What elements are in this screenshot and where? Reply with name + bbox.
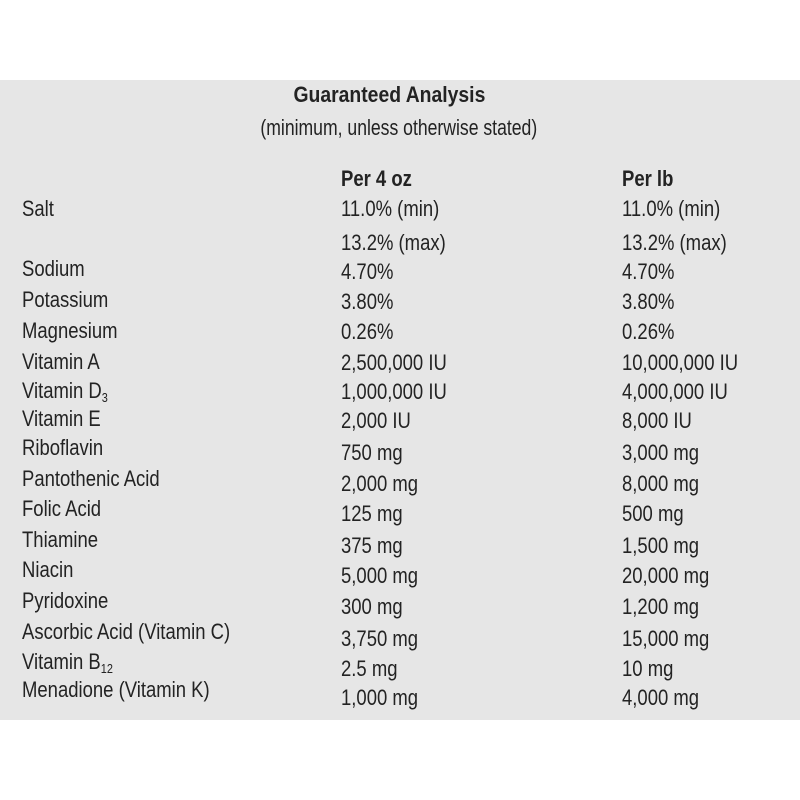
- nutrient-name: [22, 196, 54, 222]
- value-per-lb: 1,500 mg: [622, 533, 700, 558]
- analysis-title: Guaranteed Analysis: [293, 82, 486, 107]
- nutrient-name-text: Vitamin D: [22, 378, 102, 403]
- value-per-lb: 11.0% (min): [622, 196, 721, 221]
- value-per-lb: 13.2% (max): [622, 230, 727, 255]
- nutrient-name: [22, 466, 160, 492]
- nutrient-name: [22, 496, 101, 522]
- nutrient-name: [22, 649, 113, 675]
- value-per-lb: 500 mg: [622, 501, 684, 526]
- nutrient-name: [22, 378, 108, 404]
- value-per-4oz: 5,000 mg: [341, 563, 419, 588]
- nutrient-name-text: Niacin: [22, 557, 74, 582]
- value-per-4oz: 300 mg: [341, 594, 403, 619]
- column-header-per-lb: Per lb: [622, 166, 674, 191]
- nutrient-name-text: Vitamin E: [22, 406, 101, 431]
- value-per-4oz: 2,000 mg: [341, 471, 419, 496]
- value-per-lb: 1,200 mg: [622, 594, 700, 619]
- nutrient-name-text: Menadione (Vitamin K): [22, 677, 210, 702]
- value-per-4oz: 11.0% (min): [341, 196, 440, 221]
- value-per-lb: 3,000 mg: [622, 440, 700, 465]
- value-per-4oz: 750 mg: [341, 440, 403, 465]
- value-per-lb: 4,000,000 IU: [622, 379, 728, 404]
- value-per-4oz: 13.2% (max): [341, 230, 446, 255]
- value-per-4oz: 3,750 mg: [341, 626, 419, 651]
- nutrient-name: [22, 406, 101, 432]
- value-per-4oz: 1,000 mg: [341, 685, 419, 710]
- value-per-lb: 15,000 mg: [622, 626, 710, 651]
- value-per-4oz: 0.26%: [341, 319, 394, 344]
- nutrient-name-text: Sodium: [22, 256, 85, 281]
- value-per-4oz: 125 mg: [341, 501, 403, 526]
- nutrient-name: [22, 349, 100, 375]
- column-header-per-4oz: Per 4 oz: [341, 166, 412, 191]
- nutrient-name-text: Salt: [22, 196, 54, 221]
- value-per-4oz: 1,000,000 IU: [341, 379, 447, 404]
- value-per-4oz: 375 mg: [341, 533, 403, 558]
- value-per-4oz: 2,000 IU: [341, 408, 411, 433]
- value-per-lb: 10,000,000 IU: [622, 350, 739, 375]
- nutrient-subscript: 12: [100, 661, 113, 676]
- nutrient-name-text: Ascorbic Acid (Vitamin C): [22, 619, 231, 644]
- nutrient-name: [22, 256, 85, 282]
- nutrient-name-text: Pantothenic Acid: [22, 466, 160, 491]
- nutrient-name-text: Riboflavin: [22, 435, 104, 460]
- value-per-4oz: 3.80%: [341, 289, 394, 314]
- value-per-lb: 8,000 mg: [622, 471, 700, 496]
- nutrient-name: [22, 287, 108, 313]
- nutrient-name: [22, 677, 210, 703]
- value-per-lb: 0.26%: [622, 319, 675, 344]
- value-per-lb: 3.80%: [622, 289, 675, 314]
- nutrient-name-text: Magnesium: [22, 318, 118, 343]
- nutrient-name: [22, 619, 230, 645]
- value-per-lb: 4.70%: [622, 259, 675, 284]
- value-per-4oz: 2.5 mg: [341, 656, 398, 681]
- nutrient-name: [22, 557, 73, 583]
- nutrient-name-text: Vitamin B: [22, 649, 101, 674]
- nutrient-name-text: Potassium: [22, 287, 109, 312]
- nutrient-name: [22, 318, 118, 344]
- nutrient-name: [22, 435, 103, 461]
- value-per-4oz: 2,500,000 IU: [341, 350, 447, 375]
- nutrient-name-text: Pyridoxine: [22, 588, 109, 613]
- value-per-lb: 4,000 mg: [622, 685, 700, 710]
- analysis-subtitle: (minimum, unless otherwise stated): [260, 115, 538, 140]
- value-per-4oz: 4.70%: [341, 259, 394, 284]
- value-per-lb: 20,000 mg: [622, 563, 710, 588]
- value-per-lb: 8,000 IU: [622, 408, 692, 433]
- nutrient-name-text: Folic Acid: [22, 496, 102, 521]
- value-per-lb: 10 mg: [622, 656, 674, 681]
- nutrient-name-text: Thiamine: [22, 527, 99, 552]
- nutrient-name-text: Vitamin A: [22, 349, 100, 374]
- nutrient-name: [22, 527, 98, 553]
- nutrient-name: [22, 588, 108, 614]
- nutrient-subscript: 3: [101, 390, 108, 405]
